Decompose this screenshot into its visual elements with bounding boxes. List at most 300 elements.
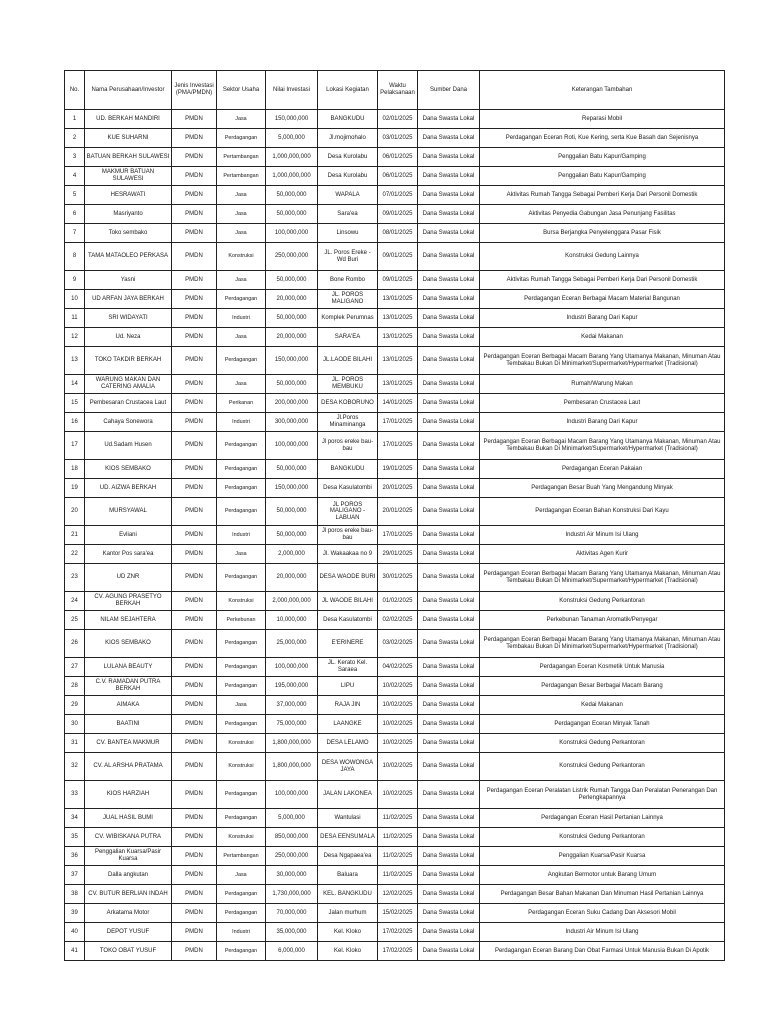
cell-waktu: 30/01/2025 — [378, 564, 418, 592]
cell-no: 13 — [65, 347, 85, 375]
cell-nilai: 195,000,000 — [266, 677, 318, 696]
cell-sumber: Dana Swasta Lokal — [418, 866, 480, 885]
cell-lokasi: DESA WOWONGA JAYA — [318, 753, 378, 781]
cell-lokasi: Jl poros ereke bau-bau — [318, 526, 378, 545]
table-row — [65, 564, 725, 592]
cell-nama: Pembesaran Crustacea Laut — [85, 394, 172, 413]
cell-nama: Dalla angkutan — [85, 866, 172, 885]
cell-lokasi: Bone Rombo — [318, 271, 378, 290]
cell-lokasi: Desa Kurolabu — [318, 167, 378, 186]
cell-waktu: 17/01/2025 — [378, 432, 418, 460]
cell-nama: CV. WIBISKANA PUTRA — [85, 828, 172, 847]
cell-jenis: PMDN — [172, 271, 217, 290]
cell-jenis: PMDN — [172, 545, 217, 564]
cell-sumber: Dana Swasta Lokal — [418, 347, 480, 375]
cell-sektor: Konstruksi — [217, 734, 266, 753]
cell-keterangan: Industri Air Minum Isi Ulang — [480, 526, 725, 545]
table-row — [65, 394, 725, 413]
cell-lokasi: Wantulasi — [318, 809, 378, 828]
cell-jenis: PMDN — [172, 432, 217, 460]
cell-nama: Cahaya Sonewora — [85, 413, 172, 432]
cell-jenis: PMDN — [172, 592, 217, 611]
cell-sektor: Pertambangan — [217, 167, 266, 186]
table-row — [65, 224, 725, 243]
cell-keterangan: Rumah/Warung Makan — [480, 375, 725, 394]
cell-waktu: 10/02/2025 — [378, 677, 418, 696]
cell-sumber: Dana Swasta Lokal — [418, 696, 480, 715]
cell-no: 8 — [65, 243, 85, 271]
cell-no: 34 — [65, 809, 85, 828]
cell-waktu: 08/01/2025 — [378, 224, 418, 243]
cell-lokasi: Komplek Perumnas — [318, 309, 378, 328]
cell-sumber: Dana Swasta Lokal — [418, 923, 480, 942]
cell-nama: Penggalian Kuarsa/Pasir Kuarsa — [85, 847, 172, 866]
cell-lokasi: Desa Ngapaea'ea — [318, 847, 378, 866]
cell-nama: NILAM SEJAHTERA — [85, 611, 172, 630]
cell-nama: AIMAKA — [85, 696, 172, 715]
cell-nilai: 50,000,000 — [266, 271, 318, 290]
cell-waktu: 10/02/2025 — [378, 696, 418, 715]
cell-waktu: 04/02/2025 — [378, 658, 418, 677]
table-row — [65, 479, 725, 498]
cell-keterangan: Perdagangan Eceran Berbagai Macam Barang Yang Utamanya Makanan, Minuman Atau Tembakau Bukan Di Minimarket/Supermarket/Hypermarket (Tradisional) — [480, 564, 725, 592]
cell-nilai: 20,000,000 — [266, 328, 318, 347]
cell-lokasi: DESA WAODE BURI — [318, 564, 378, 592]
cell-nilai: 25,000,000 — [266, 630, 318, 658]
cell-no: 15 — [65, 394, 85, 413]
header-waktu: Waktu Pelaksanaan — [378, 71, 418, 110]
cell-sektor: Perikanan — [217, 394, 266, 413]
cell-nama: LULANA BEAUTY — [85, 658, 172, 677]
cell-sektor: Jasa — [217, 271, 266, 290]
cell-keterangan: Perkebunan Tanaman Aromatik/Penyegar — [480, 611, 725, 630]
cell-sektor: Perdagangan — [217, 885, 266, 904]
cell-waktu: 13/01/2025 — [378, 375, 418, 394]
table-row — [65, 205, 725, 224]
table-row — [65, 375, 725, 394]
table-row — [65, 734, 725, 753]
cell-waktu: 11/02/2025 — [378, 809, 418, 828]
cell-sektor: Perdagangan — [217, 658, 266, 677]
table-row — [65, 753, 725, 781]
cell-nilai: 20,000,000 — [266, 564, 318, 592]
cell-nilai: 250,000,000 — [266, 243, 318, 271]
cell-nama: BAATINI — [85, 715, 172, 734]
cell-nama: Evliani — [85, 526, 172, 545]
cell-sektor: Jasa — [217, 375, 266, 394]
cell-waktu: 29/01/2025 — [378, 545, 418, 564]
cell-lokasi: Desa Kasulatombi — [318, 479, 378, 498]
table-row — [65, 781, 725, 809]
cell-keterangan: Penggalian Batu Kapur/Gamping — [480, 148, 725, 167]
cell-jenis: PMDN — [172, 715, 217, 734]
cell-nilai: 100,000,000 — [266, 432, 318, 460]
cell-nama: SRI WIDAYATI — [85, 309, 172, 328]
cell-jenis: PMDN — [172, 658, 217, 677]
table-row — [65, 545, 725, 564]
cell-nilai: 6,000,000 — [266, 942, 318, 961]
table-row — [65, 309, 725, 328]
cell-waktu: 17/02/2025 — [378, 923, 418, 942]
cell-waktu: 11/02/2025 — [378, 847, 418, 866]
cell-no: 35 — [65, 828, 85, 847]
table-row — [65, 885, 725, 904]
cell-nama: KIOS HARZIAH — [85, 781, 172, 809]
table-row — [65, 110, 725, 129]
cell-no: 6 — [65, 205, 85, 224]
table-row — [65, 696, 725, 715]
cell-lokasi: E'ERINERE — [318, 630, 378, 658]
cell-jenis: PMDN — [172, 110, 217, 129]
cell-nilai: 50,000,000 — [266, 309, 318, 328]
cell-sektor: Perdagangan — [217, 715, 266, 734]
cell-lokasi: JL.LAODE BILAHI — [318, 347, 378, 375]
cell-sumber: Dana Swasta Lokal — [418, 243, 480, 271]
cell-sektor: Jasa — [217, 205, 266, 224]
cell-nilai: 50,000,000 — [266, 526, 318, 545]
cell-keterangan: Penggalian Batu Kapur/Gamping — [480, 167, 725, 186]
cell-nilai: 100,000,000 — [266, 781, 318, 809]
cell-no: 3 — [65, 148, 85, 167]
cell-waktu: 19/01/2025 — [378, 460, 418, 479]
cell-keterangan: Industri Barang Dari Kapur — [480, 413, 725, 432]
cell-nama: Masriyanto — [85, 205, 172, 224]
cell-waktu: 13/01/2025 — [378, 290, 418, 309]
cell-jenis: PMDN — [172, 564, 217, 592]
header-sektor: Sektor Usaha — [217, 71, 266, 110]
cell-sektor: Perdagangan — [217, 432, 266, 460]
cell-sektor: Konstruksi — [217, 828, 266, 847]
cell-keterangan: Perdagangan Eceran Suku Cadang Dan Aksesori Mobil — [480, 904, 725, 923]
cell-waktu: 17/01/2025 — [378, 413, 418, 432]
cell-waktu: 14/01/2025 — [378, 394, 418, 413]
cell-jenis: PMDN — [172, 630, 217, 658]
cell-lokasi: Jl poros ereke bau-bau — [318, 432, 378, 460]
cell-sumber: Dana Swasta Lokal — [418, 545, 480, 564]
cell-nilai: 50,000,000 — [266, 186, 318, 205]
cell-jenis: PMDN — [172, 885, 217, 904]
cell-lokasi: Jalan murhum — [318, 904, 378, 923]
table-row — [65, 290, 725, 309]
cell-jenis: PMDN — [172, 290, 217, 309]
cell-nilai: 5,000,000 — [266, 129, 318, 148]
cell-sektor: Perdagangan — [217, 809, 266, 828]
table-row — [65, 809, 725, 828]
cell-nama: CV. BUTUR BERLIAN INDAH — [85, 885, 172, 904]
cell-jenis: PMDN — [172, 781, 217, 809]
cell-waktu: 10/02/2025 — [378, 753, 418, 781]
cell-lokasi: Linsowu — [318, 224, 378, 243]
cell-sumber: Dana Swasta Lokal — [418, 809, 480, 828]
cell-no: 33 — [65, 781, 85, 809]
cell-waktu: 13/01/2025 — [378, 347, 418, 375]
table-row — [65, 923, 725, 942]
table-header-row — [65, 71, 725, 110]
cell-sumber: Dana Swasta Lokal — [418, 413, 480, 432]
cell-lokasi: JL. POROS MALIGANO — [318, 290, 378, 309]
cell-sektor: Jasa — [217, 110, 266, 129]
cell-nilai: 10,000,000 — [266, 611, 318, 630]
cell-sektor: Pertambangan — [217, 148, 266, 167]
cell-nilai: 30,000,000 — [266, 866, 318, 885]
table-row — [65, 677, 725, 696]
cell-lokasi: DESA EENSUMALA — [318, 828, 378, 847]
table-row — [65, 630, 725, 658]
cell-no: 10 — [65, 290, 85, 309]
cell-no: 18 — [65, 460, 85, 479]
cell-nilai: 5,000,000 — [266, 809, 318, 828]
cell-keterangan: Konstruksi Gedung Lainnya — [480, 243, 725, 271]
cell-jenis: PMDN — [172, 904, 217, 923]
cell-jenis: PMDN — [172, 734, 217, 753]
cell-keterangan: Konstruksi Gedung Perkantoran — [480, 828, 725, 847]
cell-keterangan: Perdagangan Besar Bahan Makanan Dan Minuman Hasil Pertanian Lainnya — [480, 885, 725, 904]
cell-sumber: Dana Swasta Lokal — [418, 753, 480, 781]
cell-lokasi: SARA'EA — [318, 328, 378, 347]
cell-no: 37 — [65, 866, 85, 885]
cell-sektor: Perdagangan — [217, 460, 266, 479]
cell-nama: CV. AL ARSHA PRATAMA — [85, 753, 172, 781]
cell-nilai: 150,000,000 — [266, 110, 318, 129]
table-row — [65, 611, 725, 630]
cell-keterangan: Perdagangan Eceran Berbagai Macam Material Bangunan — [480, 290, 725, 309]
cell-waktu: 15/02/2025 — [378, 904, 418, 923]
cell-keterangan: Reparasi Mobil — [480, 110, 725, 129]
cell-no: 4 — [65, 167, 85, 186]
cell-waktu: 03/02/2025 — [378, 630, 418, 658]
cell-no: 9 — [65, 271, 85, 290]
cell-keterangan: Perdagangan Eceran Bahan Konstruksi Dari Kayu — [480, 498, 725, 526]
table-row — [65, 129, 725, 148]
cell-sumber: Dana Swasta Lokal — [418, 677, 480, 696]
cell-sumber: Dana Swasta Lokal — [418, 460, 480, 479]
cell-nama: HESRAWATI — [85, 186, 172, 205]
cell-waktu: 13/01/2025 — [378, 328, 418, 347]
cell-nama: UD ARFAN JAYA BERKAH — [85, 290, 172, 309]
cell-sektor: Industri — [217, 923, 266, 942]
cell-nama: MURSYAWAL — [85, 498, 172, 526]
cell-sumber: Dana Swasta Lokal — [418, 828, 480, 847]
table-row — [65, 432, 725, 460]
cell-jenis: PMDN — [172, 809, 217, 828]
cell-lokasi: Sara'ea — [318, 205, 378, 224]
cell-waktu: 09/01/2025 — [378, 205, 418, 224]
cell-no: 7 — [65, 224, 85, 243]
cell-keterangan: Perdagangan Besar Buah Yang Mengandung Minyak — [480, 479, 725, 498]
table-row — [65, 347, 725, 375]
cell-keterangan: Perdagangan Eceran Berbagai Macam Barang Yang Utamanya Makanan, Minuman Atau Tembakau Bukan Di Minimarket/Supermarket/Hypermarket (Tradisional) — [480, 630, 725, 658]
cell-sektor: Perdagangan — [217, 630, 266, 658]
cell-no: 32 — [65, 753, 85, 781]
cell-keterangan: Pembesaran Crustacea Laut — [480, 394, 725, 413]
cell-nama: Toko sembako — [85, 224, 172, 243]
cell-jenis: PMDN — [172, 413, 217, 432]
cell-sektor: Jasa — [217, 186, 266, 205]
cell-sektor: Perdagangan — [217, 677, 266, 696]
investment-table — [64, 70, 725, 961]
cell-sektor: Jasa — [217, 328, 266, 347]
cell-keterangan: Perdagangan Eceran Barang Dan Obat Farmasi Untuk Manusia Bukan Di Apotik — [480, 942, 725, 961]
cell-jenis: PMDN — [172, 942, 217, 961]
cell-jenis: PMDN — [172, 328, 217, 347]
cell-lokasi: Kel. Kloko — [318, 942, 378, 961]
cell-sumber: Dana Swasta Lokal — [418, 715, 480, 734]
cell-nilai: 300,000,000 — [266, 413, 318, 432]
cell-sumber: Dana Swasta Lokal — [418, 309, 480, 328]
cell-no: 26 — [65, 630, 85, 658]
cell-sektor: Jasa — [217, 545, 266, 564]
cell-nama: CV. BANTEA MAKMUR — [85, 734, 172, 753]
header-jenis: Jenis Investasi (PMA/PMDN) — [172, 71, 217, 110]
table-row — [65, 498, 725, 526]
cell-waktu: 09/01/2025 — [378, 271, 418, 290]
table-row — [65, 460, 725, 479]
cell-sektor: Perdagangan — [217, 564, 266, 592]
cell-nama: UD. BERKAH MANDIRI — [85, 110, 172, 129]
header-keterangan: Keterangan Tambahan — [480, 71, 725, 110]
cell-jenis: PMDN — [172, 696, 217, 715]
cell-jenis: PMDN — [172, 460, 217, 479]
cell-jenis: PMDN — [172, 923, 217, 942]
cell-nama: UD ZNR — [85, 564, 172, 592]
cell-no: 27 — [65, 658, 85, 677]
header-nama: Nama Perusahaan/Investor — [85, 71, 172, 110]
cell-nilai: 100,000,000 — [266, 224, 318, 243]
cell-jenis: PMDN — [172, 498, 217, 526]
cell-jenis: PMDN — [172, 753, 217, 781]
cell-sumber: Dana Swasta Lokal — [418, 432, 480, 460]
cell-nama: KIOS SEMBAKO — [85, 460, 172, 479]
cell-waktu: 03/01/2025 — [378, 129, 418, 148]
cell-jenis: PMDN — [172, 866, 217, 885]
cell-no: 1 — [65, 110, 85, 129]
cell-no: 23 — [65, 564, 85, 592]
cell-nama: TOKO TAKDIR BERKAH — [85, 347, 172, 375]
table-row — [65, 828, 725, 847]
cell-keterangan: Perdagangan Eceran Berbagai Macam Barang Yang Utamanya Makanan, Minuman Atau Tembakau Bukan Di Minimarket/Supermarket/Hypermarket (Tradisional) — [480, 432, 725, 460]
cell-lokasi: KEL. BANGKUDU — [318, 885, 378, 904]
cell-waktu: 02/01/2025 — [378, 110, 418, 129]
cell-no: 12 — [65, 328, 85, 347]
cell-sumber: Dana Swasta Lokal — [418, 526, 480, 545]
cell-nama: JUAL HASIL BUMI — [85, 809, 172, 828]
table-row — [65, 715, 725, 734]
cell-sumber: Dana Swasta Lokal — [418, 271, 480, 290]
cell-sektor: Jasa — [217, 866, 266, 885]
cell-lokasi: DESA LELAMO — [318, 734, 378, 753]
cell-nama: TOKO OBAT YUSUF — [85, 942, 172, 961]
investment-report-page — [64, 70, 724, 961]
table-row — [65, 592, 725, 611]
cell-sumber: Dana Swasta Lokal — [418, 224, 480, 243]
cell-sumber: Dana Swasta Lokal — [418, 942, 480, 961]
cell-nilai: 150,000,000 — [266, 347, 318, 375]
table-row — [65, 847, 725, 866]
cell-sektor: Perdagangan — [217, 904, 266, 923]
cell-lokasi: Kel. Kloko — [318, 923, 378, 942]
cell-no: 11 — [65, 309, 85, 328]
cell-keterangan: Industri Air Minum Isi Ulang — [480, 923, 725, 942]
cell-keterangan: Konstruksi Gedung Perkantoran — [480, 753, 725, 781]
cell-nama: Kantor Pos sara'ea — [85, 545, 172, 564]
cell-no: 41 — [65, 942, 85, 961]
cell-lokasi: RAJA JIN — [318, 696, 378, 715]
cell-sektor: Pertambangan — [217, 847, 266, 866]
cell-keterangan: Perdagangan Eceran Peralatan Listrik Rumah Tangga Dan Peralatan Penerangan Dan Perlengkapannya — [480, 781, 725, 809]
cell-nama: Arkatama Motor — [85, 904, 172, 923]
cell-keterangan: Perdagangan Eceran Berbagai Macam Barang Yang Utamanya Makanan, Minuman Atau Tembakau Bukan Di Minimarket/Supermarket/Hypermarket (Tradisional) — [480, 347, 725, 375]
cell-nilai: 75,000,000 — [266, 715, 318, 734]
header-no: No. — [65, 71, 85, 110]
cell-nama: Ud.Sadam Husen — [85, 432, 172, 460]
cell-lokasi: Baluara — [318, 866, 378, 885]
cell-sumber: Dana Swasta Lokal — [418, 781, 480, 809]
cell-keterangan: Aktivitas Rumah Tangga Sebagai Pemberi Kerja Dari Personil Domestik — [480, 186, 725, 205]
cell-nilai: 1,730,000,000 — [266, 885, 318, 904]
cell-sumber: Dana Swasta Lokal — [418, 592, 480, 611]
cell-waktu: 20/01/2025 — [378, 479, 418, 498]
cell-waktu: 13/01/2025 — [378, 309, 418, 328]
cell-keterangan: Perdagangan Eceran Kosmetik Untuk Manusia — [480, 658, 725, 677]
cell-sektor: Industri — [217, 309, 266, 328]
cell-no: 36 — [65, 847, 85, 866]
cell-nama: KIOS SEMBAKO — [85, 630, 172, 658]
cell-keterangan: Perdagangan Besar Berbagai Macam Barang — [480, 677, 725, 696]
cell-keterangan: Aktivitas Agen Kurir — [480, 545, 725, 564]
cell-sektor: Perdagangan — [217, 290, 266, 309]
cell-no: 16 — [65, 413, 85, 432]
cell-nilai: 1,000,000,000 — [266, 167, 318, 186]
cell-nilai: 35,000,000 — [266, 923, 318, 942]
cell-nama: BATUAN BERKAH SULAWESI — [85, 148, 172, 167]
cell-nama: MAKMUR BATUAN SULAWESI — [85, 167, 172, 186]
cell-keterangan: Perdagangan Eceran Hasil Pertanian Lainnya — [480, 809, 725, 828]
cell-sumber: Dana Swasta Lokal — [418, 290, 480, 309]
cell-nama: UD. AIZWA BERKAH — [85, 479, 172, 498]
cell-sektor: Industri — [217, 413, 266, 432]
cell-lokasi: Desa Kurolabu — [318, 148, 378, 167]
cell-lokasi: LIPU — [318, 677, 378, 696]
cell-jenis: PMDN — [172, 677, 217, 696]
cell-sektor: Konstruksi — [217, 592, 266, 611]
cell-jenis: PMDN — [172, 309, 217, 328]
cell-sumber: Dana Swasta Lokal — [418, 479, 480, 498]
cell-lokasi: JALAN LAKONEA — [318, 781, 378, 809]
cell-waktu: 02/02/2025 — [378, 611, 418, 630]
cell-nilai: 100,000,000 — [266, 658, 318, 677]
cell-waktu: 06/01/2025 — [378, 148, 418, 167]
cell-keterangan: Kedai Makanan — [480, 696, 725, 715]
cell-waktu: 12/02/2025 — [378, 885, 418, 904]
cell-nilai: 50,000,000 — [266, 205, 318, 224]
cell-nilai: 20,000,000 — [266, 290, 318, 309]
cell-sumber: Dana Swasta Lokal — [418, 394, 480, 413]
cell-nilai: 50,000,000 — [266, 375, 318, 394]
cell-jenis: PMDN — [172, 224, 217, 243]
cell-lokasi: BANGKUDU — [318, 110, 378, 129]
cell-no: 20 — [65, 498, 85, 526]
cell-jenis: PMDN — [172, 394, 217, 413]
cell-keterangan: Perdagangan Eceran Roti, Kue Kering, serta Kue Basah dan Sejenisnya — [480, 129, 725, 148]
cell-jenis: PMDN — [172, 129, 217, 148]
cell-no: 25 — [65, 611, 85, 630]
cell-waktu: 17/01/2025 — [378, 526, 418, 545]
cell-nilai: 200,000,000 — [266, 394, 318, 413]
cell-sumber: Dana Swasta Lokal — [418, 129, 480, 148]
cell-lokasi: DESA KOBORUNO — [318, 394, 378, 413]
table-row — [65, 167, 725, 186]
cell-lokasi: WAPALA — [318, 186, 378, 205]
